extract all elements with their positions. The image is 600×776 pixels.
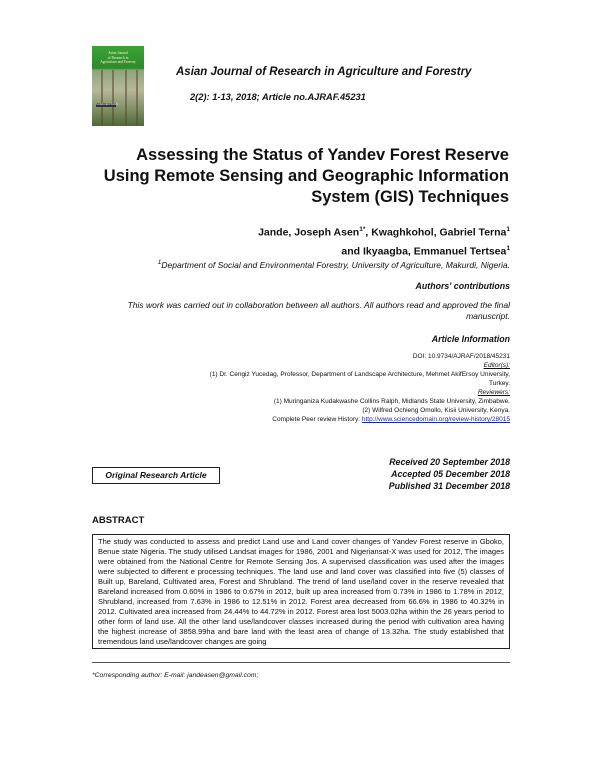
contributions-heading: Authors' contributions: [415, 281, 510, 291]
editor-entry-cont: Turkey.: [489, 380, 510, 387]
cover-tree-trunk: [112, 70, 114, 126]
author-name: and Ikyaagba, Emmanuel Tertsea: [341, 245, 507, 257]
author-superscript: 1: [506, 226, 510, 233]
abstract-text: The study was conducted to assess and predict Land use and Land cover changes of Yandev Forest reserve in Gboko, Benue state Nigeria. The study utilised Landsat images for 1986, 2001 and Nigeriansat-X was used for 2012, The images were obtained from the National Centre for Remote Sensing Jos. A supervised classification was used after the images were subjected to different e processing techniques. The land use and land cover was classified into five (5) classes of Built up, Bareland, Cultivated area, Forest and Shrubland. The trend of land use/land cover in the reserve revealed that Bareland increased from 0.60% in 1986 to 0.67% in 2012, built up area increased from 0.73% in 1986 to 1.78% in 2012, Shrubland, increased from 7.63% in 1986 to 12.51% in 2012. Forest area decreased from 66.6% in 1986 to 40.32% in 2012. Cultivated area increased from 24.44% to 44.72% in 2012. Forest area lost 5003.02ha within the 26 years period to other form of land use. All the other land use/landcover classes increased during the period with cultivation area having the highest increase of 3858.99ha and bare land with the least area of change of 13.32ha. The study established that tremendous land use/landcover changes are going: [98, 537, 504, 646]
journal-name: Asian Journal of Research in Agriculture and Forestry: [176, 66, 472, 78]
cover-tree-trunk: [136, 70, 138, 126]
editors-label: Editor(s):: [483, 362, 510, 369]
reviewer-entry: (1) Muringaniza Kudakwashe Collins Ralph, Midlands State University, Zimbabwe.: [273, 398, 510, 405]
reviewer-entry: (2) Wilfred Ochieng Omollo, Kisii University, Kenya.: [362, 407, 510, 414]
footnote-divider: [92, 662, 510, 663]
author-superscript: 1: [506, 244, 510, 252]
contributions-text: This work was carried out in collaboration between all authors. All authors read and approved the final manuscript.: [127, 300, 510, 321]
reviewers-label: Reviewers:: [477, 389, 510, 396]
peer-review-link[interactable]: http://www.sciencedomain.org/review-history/28015: [361, 416, 510, 423]
journal-cover-image: [92, 46, 144, 126]
cover-tree-trunk: [125, 70, 127, 126]
accepted-date: Accepted 05 December 2018: [391, 469, 510, 479]
author-name: Jande, Joseph Asen: [258, 226, 360, 239]
article-type-badge: Original Research Article: [92, 467, 220, 484]
cover-title: Asian Journal of Research in Agriculture and Forestry: [100, 51, 136, 65]
abstract-heading: ABSTRACT: [92, 515, 145, 526]
editor-entry: (1) Dr. Cengiz Yucedag, Professor, Department of Landscape Architecture, Mehmet AkifErsoy University,: [209, 371, 510, 378]
article-information-heading: Article Information: [431, 334, 510, 344]
peer-review-label: Complete Peer review History:: [272, 416, 361, 423]
author-list: [150, 222, 510, 259]
author-superscript: 1*: [359, 226, 366, 233]
abstract-box: [92, 534, 510, 649]
received-date: Received 20 September 2018: [389, 457, 510, 467]
article-title: Assessing the Status of Yandev Forest Reserve Using Remote Sensing and Geographic Information System (GIS) Techniques: [103, 146, 509, 206]
affiliation-superscript: 1: [157, 259, 162, 266]
publication-dates: [300, 456, 510, 492]
cover-tree-trunk: [101, 70, 103, 126]
doi: DOI: 10.9734/AJRAF/2018/45231: [412, 353, 510, 360]
published-date: Published 31 December 2018: [388, 481, 510, 491]
journal-issue: 2(2): 1-13, 2018; Article no.AJRAF.45231: [190, 92, 366, 102]
corresponding-author-note: *Corresponding author: E-mail: jandeasen@gmail.com;: [92, 672, 259, 679]
author-name: , Kwaghkohol, Gabriel Terna: [365, 226, 507, 239]
cover-publisher-badge: SCIENCEDOMAIN: [96, 103, 118, 106]
affiliation: $^1$Department of Social and Environmental Forestry, University of Agriculture, Makurdi, Nigeria.: [157, 259, 510, 270]
article-information: [140, 352, 510, 424]
